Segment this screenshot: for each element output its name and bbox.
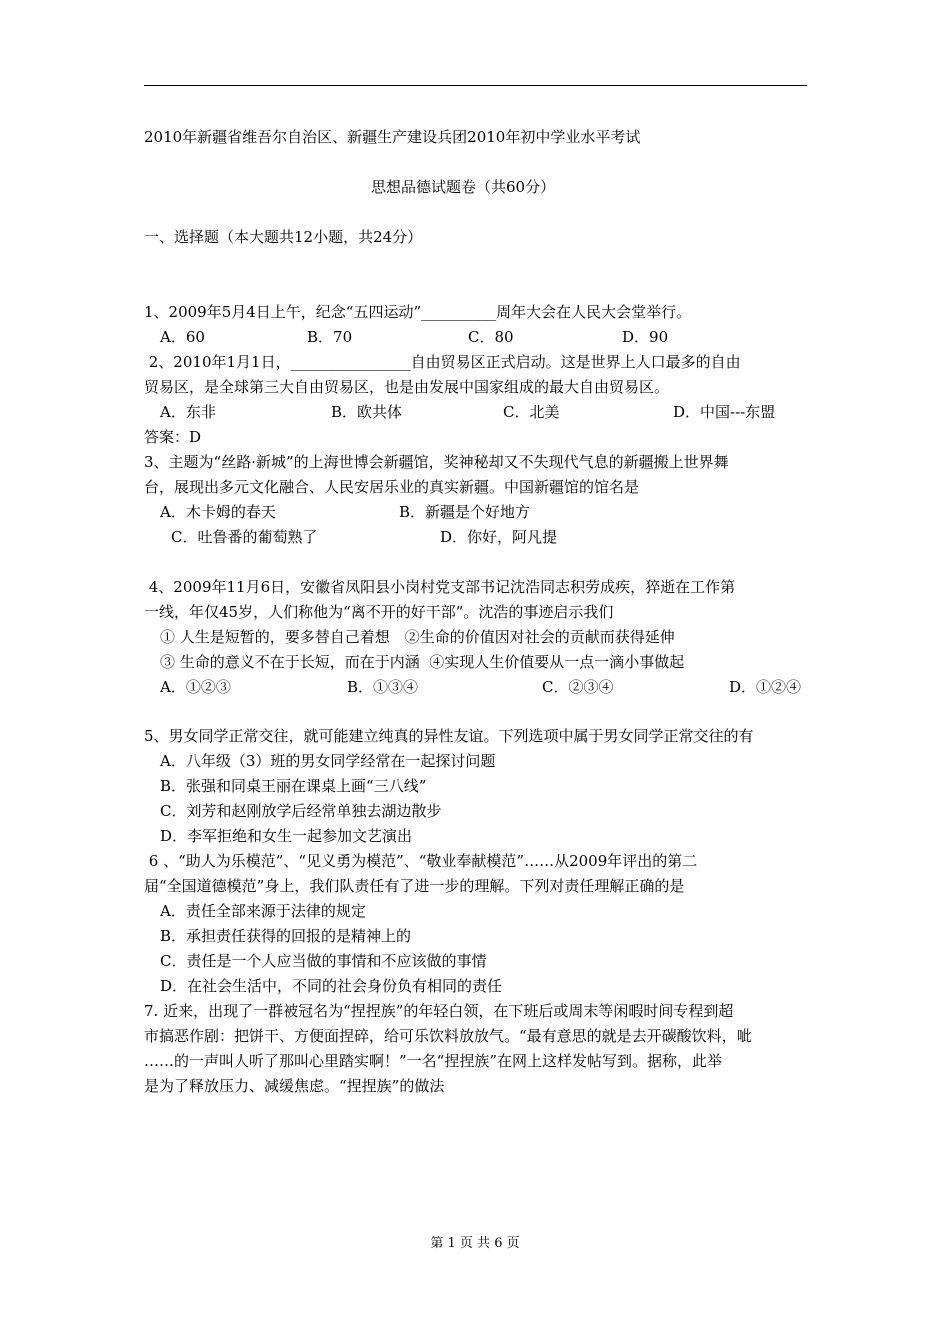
q4-stem-line1: 4、2009年11月6日，安徽省凤阳县小岗村党支部书记沈浩同志积劳成疾，猝逝在工作第 bbox=[144, 578, 736, 596]
q3-option-a: A．木卡姆的春天 bbox=[160, 503, 276, 521]
q4-stem-line2: 一线，年仅45岁，人们称他为“离不开的好干部”。沈浩的事迹启示我们 bbox=[144, 603, 614, 621]
q6-option-b: B．承担责任获得的回报的是精神上的 bbox=[160, 927, 412, 945]
q7-stem-line1: 7. 近来，出现了一群被冠名为“捏捏族”的年轻白领，在下班后或周末等闲暇时间专程到超 bbox=[144, 1002, 734, 1020]
q4-option-a: A．①②③ bbox=[160, 678, 231, 696]
q2-option-c: C．北美 bbox=[503, 403, 560, 421]
q3-option-c: C．吐鲁番的葡萄熟了 bbox=[171, 528, 318, 546]
section-heading: 一、选择题（本大题共12小题，共24分） bbox=[144, 228, 423, 246]
page-footer: 第 1 页 共 6 页 bbox=[430, 1236, 520, 1251]
q3-option-d: D．你好，阿凡提 bbox=[440, 528, 558, 546]
q4-statement-line2: ③ 生命的意义不在于长短，而在于内涵 ④实现人生价值要从一点一滴小事做起 bbox=[160, 653, 685, 671]
q6-option-d: D．在社会生活中，不同的社会身份负有相同的责任 bbox=[160, 977, 503, 995]
q3-option-b: B．新疆是个好地方 bbox=[399, 503, 531, 521]
q2-option-a: A．东非 bbox=[160, 403, 216, 421]
q6-option-c: C．责任是一个人应当做的事情和不应该做的事情 bbox=[160, 952, 487, 970]
q1-option-a: A．60 bbox=[160, 328, 205, 346]
exam-subtitle: 思想品德试题卷（共60分） bbox=[371, 178, 556, 196]
header-rule bbox=[144, 85, 807, 86]
q3-stem-line2: 台，展现出多元文化融合、人民安居乐业的真实新疆。中国新疆馆的馆名是 bbox=[144, 478, 640, 496]
q4-option-d: D．①②④ bbox=[729, 678, 802, 696]
q6-stem-line2: 届“全国道德模范”身上，我们队责任有了进一步的理解。下列对责任理解正确的是 bbox=[144, 877, 685, 895]
q1-option-b: B．70 bbox=[307, 328, 353, 346]
q4-statement-line1: ① 人生是短暂的，要多替自己着想 ②生命的价值因对社会的贡献而获得延伸 bbox=[160, 628, 675, 646]
q5-option-b: B．张强和同桌王丽在课桌上画“三八线” bbox=[160, 777, 427, 795]
q2-option-d: D．中国---东盟 bbox=[673, 403, 776, 421]
q5-stem: 5、男女同学正常交往，就可能建立纯真的异性友谊。下列选项中属于男女同学正常交往的有 bbox=[144, 727, 754, 745]
q5-option-a: A．八年级（3）班的男女同学经常在一起探讨问题 bbox=[160, 752, 496, 770]
q6-stem-line1: 6 、“助人为乐模范”、“见义勇为模范”、“敬业奉献模范”……从2009年评出的第二 bbox=[144, 852, 698, 870]
q4-option-c: C．②③④ bbox=[542, 678, 614, 696]
q2-stem-line2: 贸易区，是全球第三大自由贸易区，也是由发展中国家组成的最大自由贸易区。 bbox=[144, 378, 670, 396]
q1-stem: 1、2009年5月4日上午，纪念“五四运动”__________周年大会在人民大会堂举行。 bbox=[144, 303, 692, 321]
q7-stem-line4: 是为了释放压力、减缓焦虑。“捏捏族”的做法 bbox=[144, 1077, 445, 1095]
q6-option-a: A．责任全部来源于法律的规定 bbox=[160, 902, 366, 920]
q5-option-c: C．刘芳和赵刚放学后经常单独去湖边散步 bbox=[160, 802, 442, 820]
q1-option-d: D．90 bbox=[622, 328, 669, 346]
q2-option-b: B．欧共体 bbox=[331, 403, 403, 421]
q4-option-b: B．①③④ bbox=[347, 678, 419, 696]
exam-title: 2010年新疆省维吾尔自治区、新疆生产建设兵团2010年初中学业水平考试 bbox=[144, 128, 641, 146]
q3-stem-line1: 3、主题为“丝路·新城”的上海世博会新疆馆，奖神秘却又不失现代气息的新疆搬上世界舞 bbox=[144, 453, 729, 471]
q5-option-d: D．李军拒绝和女生一起参加文艺演出 bbox=[160, 827, 413, 845]
q7-stem-line3: ……的一声叫人听了那叫心里踏实啊！”一名“捏捏族”在网上这样发帖写到。据称，此举 bbox=[144, 1052, 723, 1070]
q2-stem-line1: 2、2010年1月1日，________________自由贸易区正式启动。这是世界上人口最多的自由 bbox=[144, 353, 741, 371]
q7-stem-line2: 市搞恶作剧：把饼干、方便面捏碎，给可乐饮料放放气。“最有意思的就是去开碳酸饮料，呲 bbox=[144, 1027, 752, 1045]
q2-answer: 答案：D bbox=[144, 428, 202, 446]
q1-option-c: C．80 bbox=[468, 328, 514, 346]
